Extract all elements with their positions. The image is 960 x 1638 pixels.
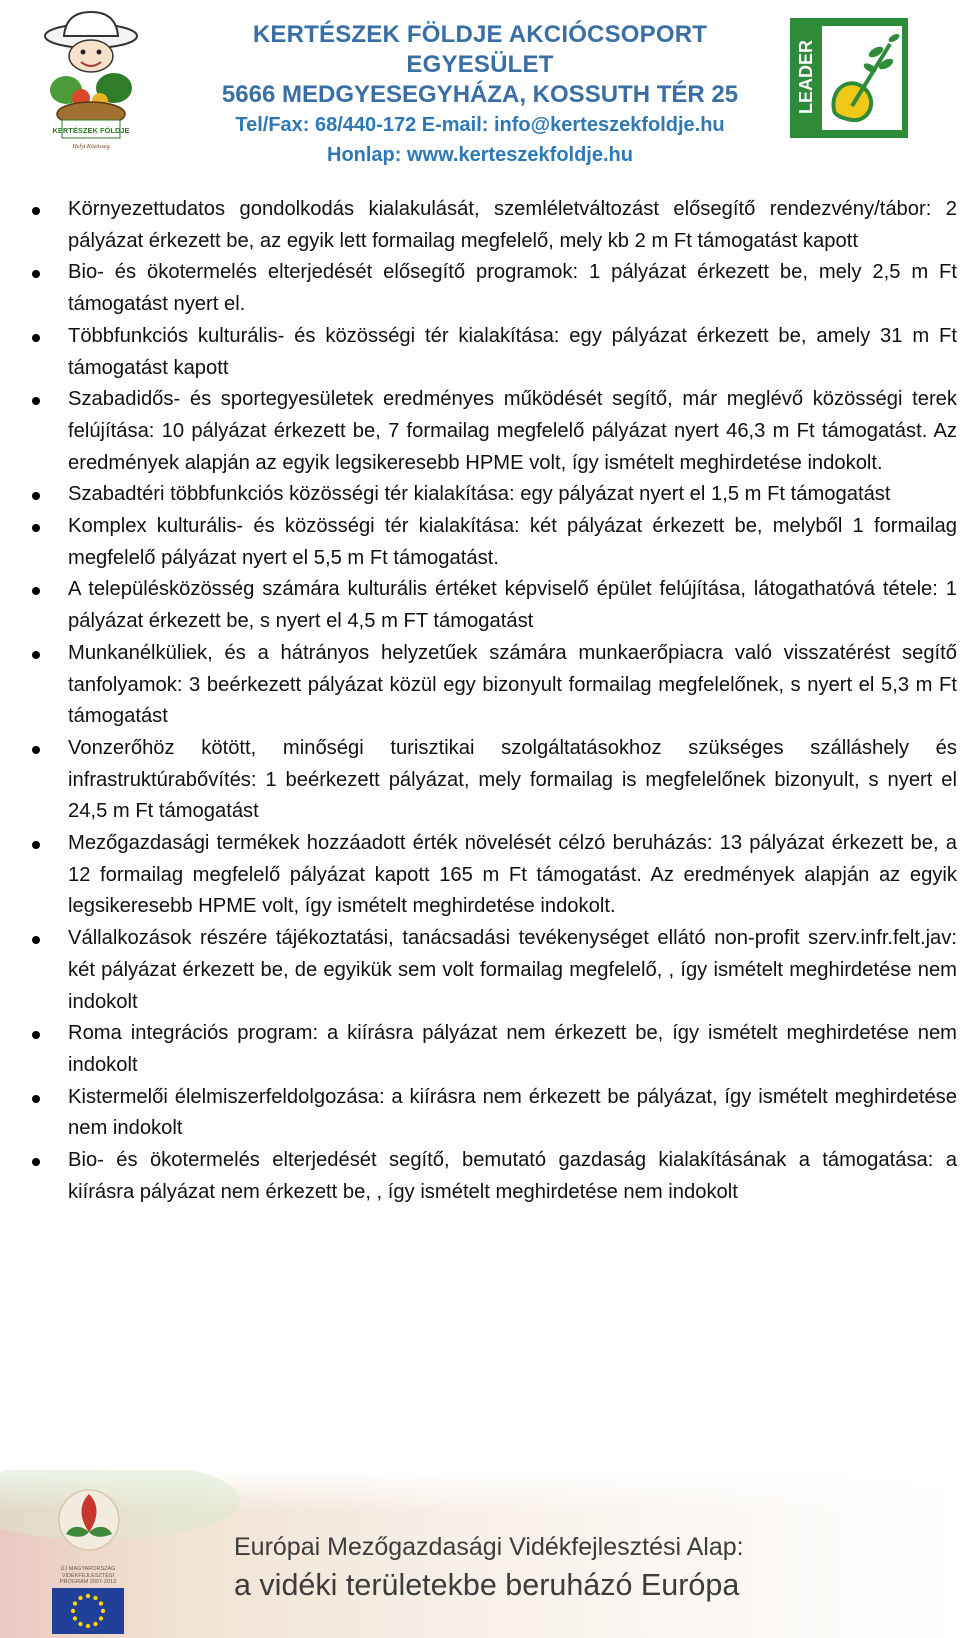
list-item-text: Bio- és ökotermelés elterjedését elősegítő programok: 1 pályázat érkezett be, mely 2,5 m Ft támogatást nyert el.	[68, 261, 957, 316]
organization-contact: Tel/Fax: 68/440-172 E-mail: info@kerteszekfoldje.hu	[235, 114, 725, 136]
program-label: ÚJ MAGYARORSZÁG VIDÉKFEJLESZTÉSI PROGRAM 2007-2013	[59, 1566, 117, 1585]
bullet-icon	[32, 207, 40, 215]
bullet-icon	[32, 397, 40, 405]
bullet-icon	[32, 587, 40, 595]
list-item-text: Vállalkozások részére tájékoztatási, tanácsadási tevékenységet ellátó non-profit szerv.infr.felt.jav: két pályázat érkezett be, de egyikük sem volt formailag megfelelő, , így ismételt meghirdetése nem indokolt	[68, 927, 957, 1013]
uj-magyarorszag-logo	[44, 1480, 134, 1562]
bullet-icon	[32, 1031, 40, 1039]
list-item	[32, 574, 957, 637]
footer-banner	[0, 1470, 960, 1638]
list-item-text: Mezőgazdasági termékek hozzáadott érték növelését célzó beruházás: 13 pályázat érkezett be, a 12 formailag megfelelő pályázat kapott 165 m Ft támogatást. Az eredmények alapján az egyik legsikeresebb HPME volt, így ismételt meghirdetése indokolt.	[68, 832, 957, 918]
list-item	[32, 257, 957, 320]
list-item-text: A településközösség számára kulturális értéket képviselő épület felújítása, látogathatóvá tétele: 1 pályázat érkezett be, s nyert el 4,5 m FT támogatást	[68, 578, 957, 633]
footer-slogan: a vidéki területekbe beruházó Európa	[234, 1568, 740, 1602]
list-item-text: Munkanélküliek, és a hátrányos helyzetűek számára munkaerőpiacra való visszatérést segítő tanfolyamok: 3 beérkezett pályázat közül egy bizonyult formailag megfelelőnek, s nyert el 5,3 m Ft támogatást	[68, 641, 957, 728]
list-item-text: Vonzerőhöz kötött, minőségi turisztikai szolgáltatásokhoz szükséges szálláshely és infrastruktúrabővítés: 1 beérkezett pályázat, mely formailag is megfelelőnek bizonyult, s nyert el 24,5 m Ft támogatást	[68, 736, 957, 823]
organization-address: 5666 MEDGYESEGYHÁZA, KOSSUTH TÉR 25	[221, 81, 739, 108]
list-item	[32, 828, 957, 923]
list-item	[32, 1082, 957, 1145]
bullet-icon	[32, 936, 40, 944]
list-item-text: Környezettudatos gondolkodás kialakulását, szemléletváltozást elősegítő rendezvény/tábor: 2 pályázat érkezett be, az egyik lett formailag megfelelő, mely kb 2 m Ft támogatást kapott	[68, 198, 957, 252]
list-item	[32, 194, 957, 257]
list-item	[32, 638, 957, 733]
bullet-icon	[32, 841, 40, 849]
list-item	[32, 1018, 957, 1081]
list-item-text: Szabadidős- és sportegyesületek eredményes működését segítő, már meglévő közösségi terek felújítása: 10 pályázat érkezett be, 7 formailag megfelelő pályázat nyert 46,3 m Ft támogatást. Az eredmények alapján az egyik legsikeresebb HPME volt, így ismételt meghirdetése indokolt.	[68, 388, 957, 474]
list-item-text: Kistermelői élelmiszerfeldolgozása: a kiírásra nem érkezett be pályázat, így ismételt meghirdetése nem indokolt	[68, 1085, 957, 1140]
leader-logo	[790, 18, 908, 138]
letterhead	[0, 0, 960, 166]
bullet-icon	[32, 334, 40, 342]
bullet-icon	[32, 1095, 40, 1103]
bullet-icon	[32, 746, 40, 754]
list-item-text: Többfunkciós kulturális- és közösségi tér kialakítása: egy pályázat érkezett be, amely 31 m Ft támogatást kapott	[68, 324, 957, 379]
list-item	[32, 321, 957, 384]
kerteszek-foldje-logo	[36, 6, 146, 154]
bullet-icon	[32, 651, 40, 659]
logo-label: KERTÉSZEK FÖLDJE	[52, 126, 130, 135]
list-item-text: Szabadtéri többfunkciós közösségi tér kialakítása: egy pályázat nyert el 1,5 m Ft támogatást	[68, 483, 891, 506]
list-item	[32, 1145, 957, 1208]
list-item	[32, 479, 957, 511]
bullet-icon	[32, 1158, 40, 1166]
organization-website: Honlap: www.kerteszekfoldje.hu	[327, 144, 633, 166]
results-list	[32, 194, 957, 1209]
eu-flag-icon	[52, 1588, 124, 1634]
bullet-icon	[32, 270, 40, 278]
leader-logo-label: LEADER	[796, 39, 816, 114]
svg-text:Helyi Közösség: Helyi Közösség	[72, 144, 110, 150]
list-item	[32, 923, 957, 1018]
list-item	[32, 511, 957, 574]
organization-name: KERTÉSZEK FÖLDJE AKCIÓCSOPORT EGYESÜLET	[252, 21, 708, 78]
list-item-text: Komplex kulturális- és közösségi tér kialakítása: két pályázat érkezett be, melyből 1 formailag megfelelő pályázat nyert el 5,5 m Ft támogatást.	[68, 515, 957, 569]
bullet-icon	[32, 492, 40, 500]
footer-fund-name: Európai Mezőgazdasági Vidékfejlesztési Alap:	[234, 1533, 744, 1561]
bullet-icon	[32, 524, 40, 532]
organization-info	[200, 20, 760, 170]
list-item	[32, 733, 957, 828]
list-item-text: Roma integrációs program: a kiírásra pályázat nem érkezett be, így ismételt meghirdetése nem indokolt	[68, 1022, 957, 1076]
list-item	[32, 384, 957, 479]
list-item-text: Bio- és ökotermelés elterjedését segítő, bemutató gazdaság kialakításának a támogatása: a kiírásra pályázat nem érkezett be, , így ismételt meghirdetése nem indokolt	[68, 1149, 957, 1203]
